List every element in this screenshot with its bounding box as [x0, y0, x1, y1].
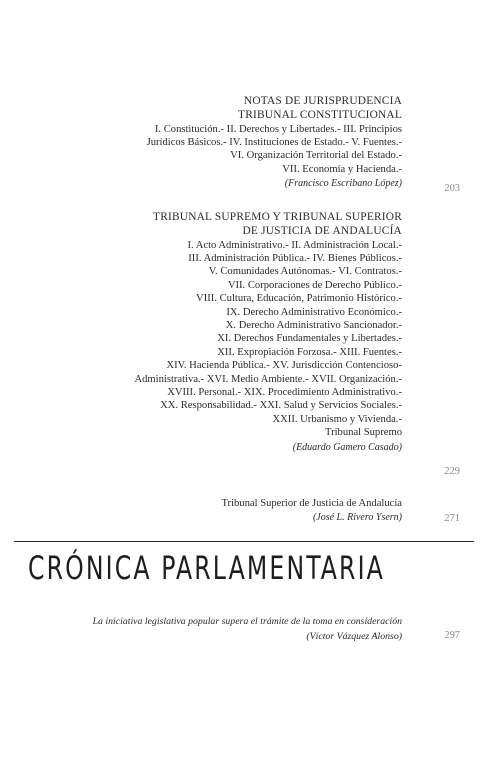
notas-block [147, 95, 402, 192]
supremo-line: V. Comunidades Autónomas.- VI. Contratos.- [208, 266, 402, 278]
supremo-line: VIII. Cultura, Educación, Patrimonio Histórico.- [196, 293, 402, 305]
supremo-line: I. Acto Administrativo.- II. Administración Local.- [187, 239, 402, 251]
notas-heading-1: NOTAS DE JURISPRUDENCIA [243, 95, 402, 107]
section-title: CRÓNICA PARLAMENTARIA [28, 549, 385, 587]
supremo-heading-1: TRIBUNAL SUPREMO Y TRIBUNAL SUPERIOR [153, 211, 402, 223]
supremo-line: XX. Responsabilidad.- XXI. Salud y Servicios Sociales.- [160, 400, 402, 412]
supremo-line: VII. Corporaciones de Derecho Público.- [227, 279, 402, 291]
tsja-author: (José L. Rivero Ysern) [312, 512, 402, 524]
section-divider [14, 541, 474, 542]
supremo-page-number: 229 [444, 466, 460, 477]
tsja-block [221, 497, 402, 526]
tsja-title: Tribunal Superior de Justicia de Andalucía [221, 498, 402, 509]
cronica-block [93, 614, 402, 644]
supremo-line: XII. Expropiación Forzosa.- XIII. Fuentes.- [217, 346, 402, 358]
tsja-page-number: 271 [444, 513, 460, 524]
supremo-line: Administrativa.- XVI. Medio Ambiente.- XVII. Organización.- [134, 373, 402, 385]
supremo-line: X. Derecho Administrativo Sancionador.- [225, 320, 402, 332]
supremo-author: (Eduardo Gamero Casado) [292, 441, 402, 453]
supremo-line: XVIII. Personal.- XIX. Procedimiento Administrativo.- [167, 387, 402, 399]
supremo-subheading: Tribunal Supremo [324, 427, 402, 439]
supremo-line: XI. Derechos Fundamentales y Libertades.- [217, 333, 402, 345]
notas-line: Jurídicos Básicos.- IV. Instituciones de Estado.- V. Fuentes.- [146, 137, 402, 148]
supremo-heading-2: DE JUSTICIA DE ANDALUCÍA [242, 224, 402, 237]
cronica-article-title: La iniciativa legislativa popular supera el trámite de la toma en consideración [92, 616, 402, 627]
notas-line: VI. Organización Territorial del Estado.- [230, 150, 402, 162]
supremo-block [134, 211, 402, 456]
supremo-line: XIV. Hacienda Pública.- XV. Jurisdicción Contencioso- [166, 360, 402, 372]
supremo-line: XXII. Urbanismo y Vivienda.- [272, 413, 402, 425]
notas-line: I. Constitución.- II. Derechos y Libertades.- III. Principios [154, 123, 402, 135]
notas-author: (Francisco Escribano López) [284, 178, 402, 190]
cronica-page-number: 297 [444, 630, 460, 641]
supremo-line: IX. Derecho Administrativo Económico.- [226, 306, 402, 318]
supremo-line: III. Administración Pública.- IV. Bienes Públicos.- [188, 253, 402, 264]
notas-line: VII. Economía y Hacienda.- [282, 163, 402, 175]
notas-page-number: 203 [444, 183, 460, 194]
cronica-author: (Víctor Vázquez Alonso) [306, 631, 402, 642]
notas-heading-2: TRIBUNAL CONSTITUCIONAL [238, 108, 402, 121]
